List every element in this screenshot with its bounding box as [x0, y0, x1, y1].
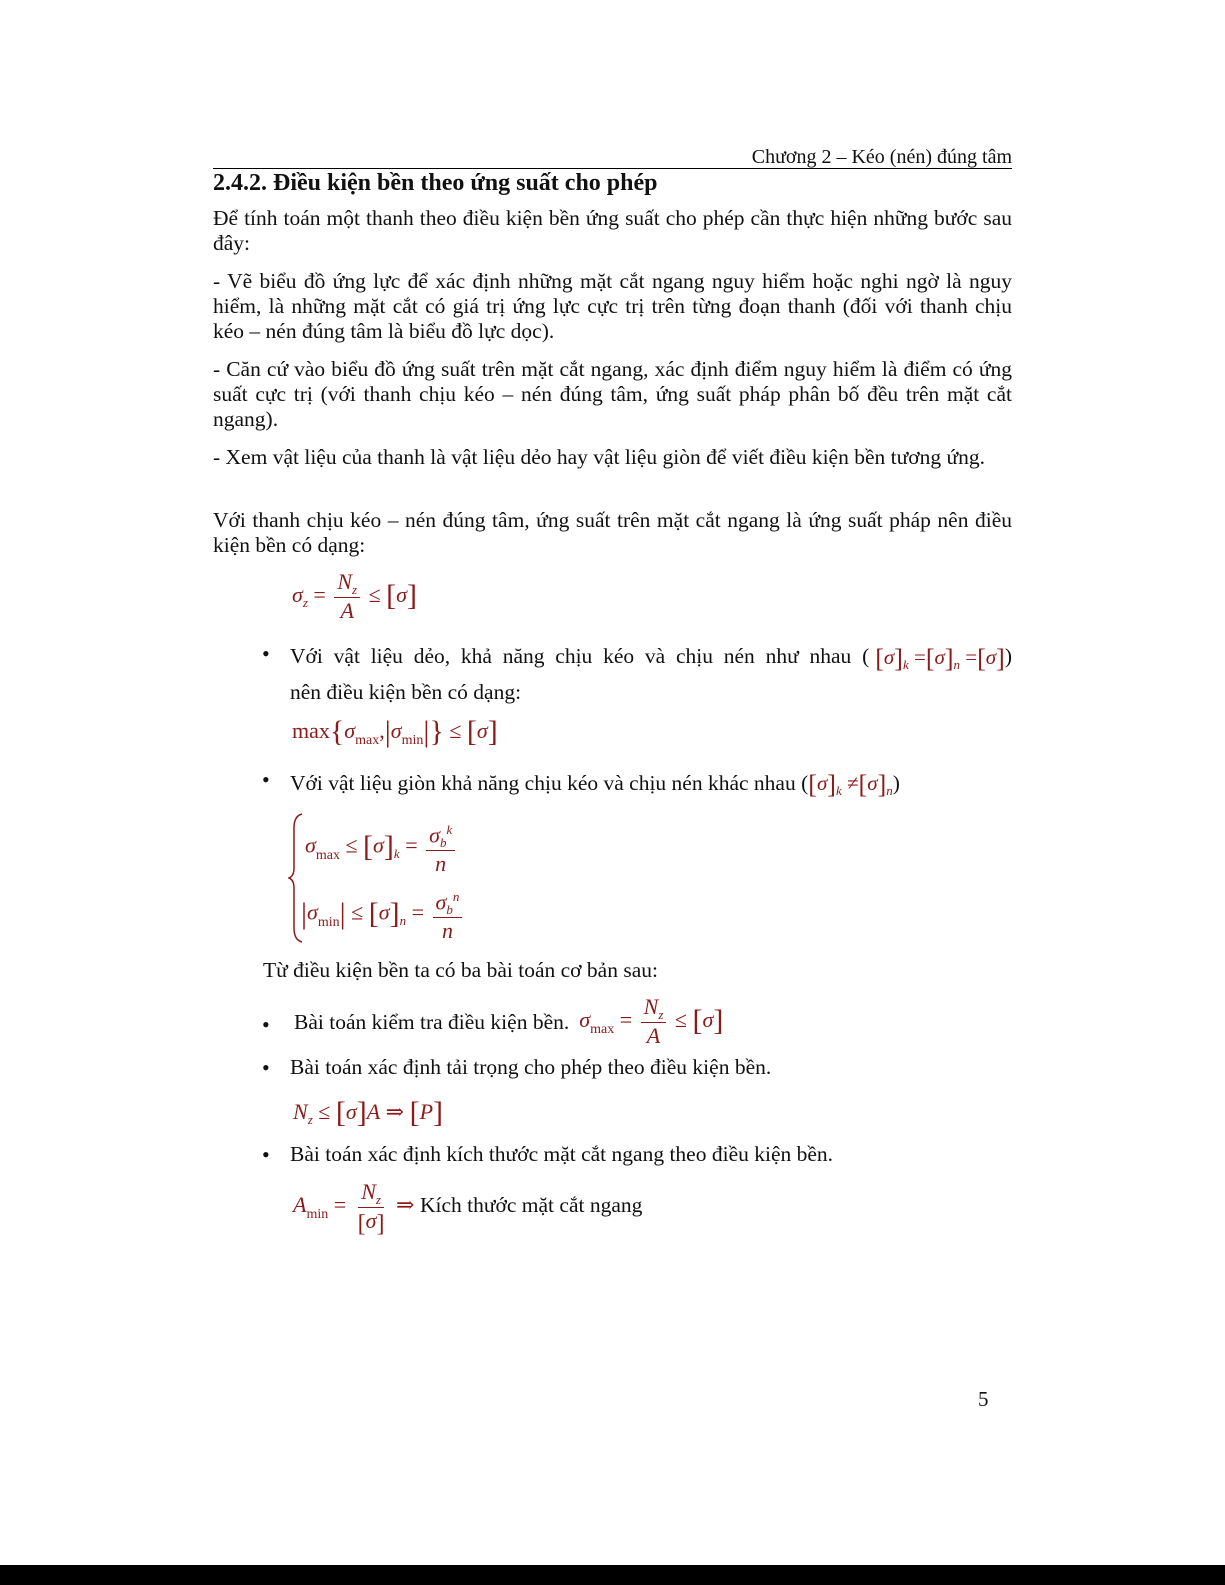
paragraph-intro: Để tính toán một thanh theo điều kiện bền ứng suất cho phép cần thực hiện những bước sau đây:	[213, 206, 1012, 255]
page-number: 5	[978, 1387, 989, 1411]
bullet-dot: •	[262, 767, 270, 792]
formula-brittle-unequal: $[\sigma]_k \ne[\sigma]_n$	[808, 770, 893, 799]
paragraph-condition: Với thanh chịu kéo – nén đúng tâm, ứng suất trên mặt cắt ngang là ứng suất pháp nên điều kiện bền có dạng:	[213, 508, 1012, 557]
section-title: 2.4.2. Điều kiện bền theo ứng suất cho phép	[213, 170, 658, 196]
formula-ductile-condition: $\max\{\sigma_{max},|\sigma_{min}|\} \le [\sigma]$	[292, 715, 498, 748]
problem-section-size: Bài toán xác định kích thước mặt cắt ngang theo điều kiện bền.	[290, 1142, 834, 1166]
bullet-dot: •	[262, 641, 270, 666]
chapter-header: Chương 2 – Kéo (nén) đúng tâm	[213, 146, 1012, 169]
problem-allowable-load: Bài toán xác định tải trọng cho phép theo điều kiện bền.	[290, 1055, 772, 1079]
formula-allowable-stress: $\sigma_z$ = $\frac{N_z}{A}$ ≤ [σ]	[292, 569, 418, 623]
paragraph-step-3: - Xem vật liệu của thanh là vật liệu dẻo hay vật liệu giòn để viết điều kiện bền tương ứng.	[213, 445, 986, 469]
formula-ductile-equal: $[\sigma]_k =[\sigma]_n =[\sigma]$	[875, 644, 1005, 673]
three-problems-intro: Từ điều kiện bền ta có ba bài toán cơ bản sau:	[263, 958, 658, 982]
bullet-dot: •	[262, 1012, 270, 1037]
problem-check-strength: Bài toán kiểm tra điều kiện bền. $\sigma_{max}$ = $\frac{N_z}{A}$ ≤ [σ]	[294, 994, 724, 1048]
formula-allowable-load: $N_z \le [\sigma]A$ ⇒ [P]	[293, 1096, 444, 1129]
bullet-dot: •	[262, 1055, 270, 1080]
formula-check-strength: $\sigma_{max}$ = $\frac{N_z}{A}$ ≤ [σ]	[579, 994, 724, 1048]
bullet-brittle: Với vật liệu giòn khả năng chịu kéo và chịu nén khác nhau $([\sigma]_k \ne[\sigma]_n)$	[290, 770, 900, 799]
bottom-border	[0, 1565, 1225, 1585]
formula-brittle-tension: $\sigma_{max} \le [\sigma]_k$ = $\frac{\sigma_b^k}{n}$	[305, 818, 458, 877]
paragraph-step-1: - Vẽ biểu đồ ứng lực để xác định những mặt cắt ngang nguy hiểm hoặc nghi ngờ là nguy hiểm, là những mặt cắt có giá trị ứng lực cực trị trên từng đoạn thanh (đối với thanh chịu kéo – nén đúng tâm là biểu đồ lực dọc).	[213, 269, 1012, 343]
formula-section-size: $A_{min}$ = $\frac{N_z}{[\sigma]}$ ⇒ Kích thước mặt cắt ngang	[293, 1179, 643, 1237]
formula-brittle-compression: $|\sigma_{min}| \le [\sigma]_n$ = $\frac{\sigma_b^n}{n}$	[301, 885, 465, 944]
paragraph-step-2: - Căn cứ vào biểu đồ ứng suất trên mặt cắt ngang, xác định điểm nguy hiểm là điểm có ứng suất cực trị (với thanh chịu kéo – nén đúng tâm, ứng suất pháp phân bố đều trên mặt cắt ngang).	[213, 357, 1012, 431]
bullet-dot: •	[262, 1142, 270, 1167]
bullet-ductile: Với vật liệu dẻo, khả năng chịu kéo và chịu nén như nhau ( $[\sigma]_k =[\sigma]_n =[\sigma]$ ) nên điều kiện bền có dạng:	[290, 641, 1012, 707]
